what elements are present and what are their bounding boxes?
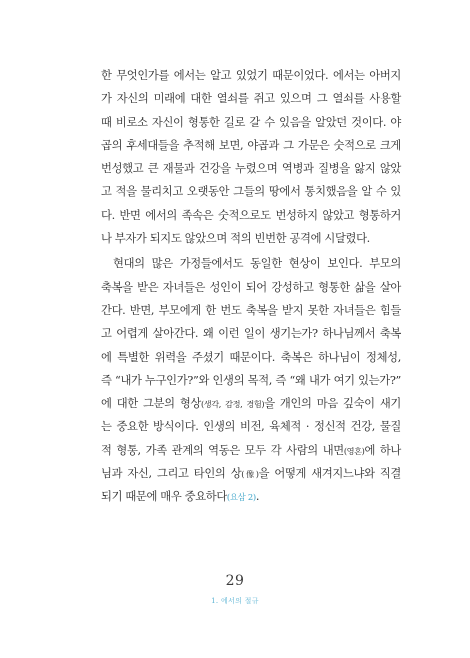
text-line: 가 자신의 미래에 대한 열쇠를 쥐고 있으며 그 열쇠를 사용할 (101, 92, 401, 106)
text-line: 고 어렵게 살아간다. 왜 이런 일이 생기는가? 하나님께서 축복 (101, 327, 401, 341)
parenthetical-note: (생각, 감정, 경험) (200, 399, 265, 410)
text-segment: 에 대한 그분의 형상 (101, 397, 201, 411)
text-line (101, 462, 401, 485)
scripture-reference: (요삼 2) (226, 492, 256, 503)
text-line: 고 적을 물리치고 오랫동안 그들의 땅에서 통치했음을 알 수 있 (101, 185, 401, 199)
text-line (101, 485, 401, 508)
text-line: 나 부자가 되지도 않았으며 적의 빈번한 공격에 시달렸다. (101, 232, 370, 246)
text-line: 때 비로소 자신이 형통한 길로 갈 수 있음을 알았던 것이다. 야 (101, 115, 401, 129)
text-line: 한 무엇인가를 에서는 알고 있었기 때문이었다. 에서는 아버지 (101, 69, 401, 82)
text-line: 는 중요한 방식이다. 인생의 비전, 육체적 · 정신적 건강, 물질 (101, 420, 401, 434)
parenthetical-note: (영혼) (343, 445, 365, 456)
text-line: 에 특별한 위력을 주셨기 때문이다. 축복은 하나님이 정체성, (101, 350, 401, 364)
text-line: 다. 반면 에서의 족속은 숫적으로도 번성하지 않았고 형통하거 (101, 208, 401, 222)
text-line: 곱의 후세대들을 추적해 보면, 야곱과 그 가문은 숫적으로 크게 (101, 138, 401, 152)
text-line (101, 392, 401, 415)
text-segment: 님과 자신, 그리고 타인의 상 (101, 467, 242, 481)
text-segment: 을 개인의 마음 깊숙이 새기 (264, 397, 401, 411)
running-head: 1. 에서의 절규 (211, 597, 259, 605)
text-line: 축복을 받은 자녀들은 성인이 되어 강성하고 형통한 삶을 살아 (101, 280, 401, 294)
page-number: 29 (225, 573, 245, 589)
text-segment: 에 하나 (364, 443, 401, 457)
text-line: 번성했고 큰 재물과 건강을 누렸으며 역병과 질병을 앓지 않았 (101, 162, 401, 176)
text-segment: . (255, 490, 260, 504)
text-segment: 되기 때문에 매우 중요하다 (101, 490, 227, 504)
text-line (101, 439, 401, 462)
text-segment: 적 형통, 가족 관계의 역동은 모두 각 사람의 내면 (101, 443, 344, 457)
text-line: 간다. 반면, 부모에게 한 번도 축복을 받지 못한 자녀들은 힘들 (101, 303, 401, 317)
text-segment: 을 어떻게 새겨지느냐와 직결 (258, 467, 401, 481)
text-line: 현대의 많은 가정들에서도 동일한 현상이 보인다. 부모의 (113, 257, 401, 271)
paragraph-1 (101, 64, 401, 250)
text-line: 즉 “내가 누구인가?”와 인생의 목적, 즉 “왜 내가 여기 있는가?” (101, 373, 401, 387)
paragraph-2 (101, 252, 401, 508)
parenthetical-note: (像) (241, 469, 259, 480)
body-text (101, 64, 401, 509)
